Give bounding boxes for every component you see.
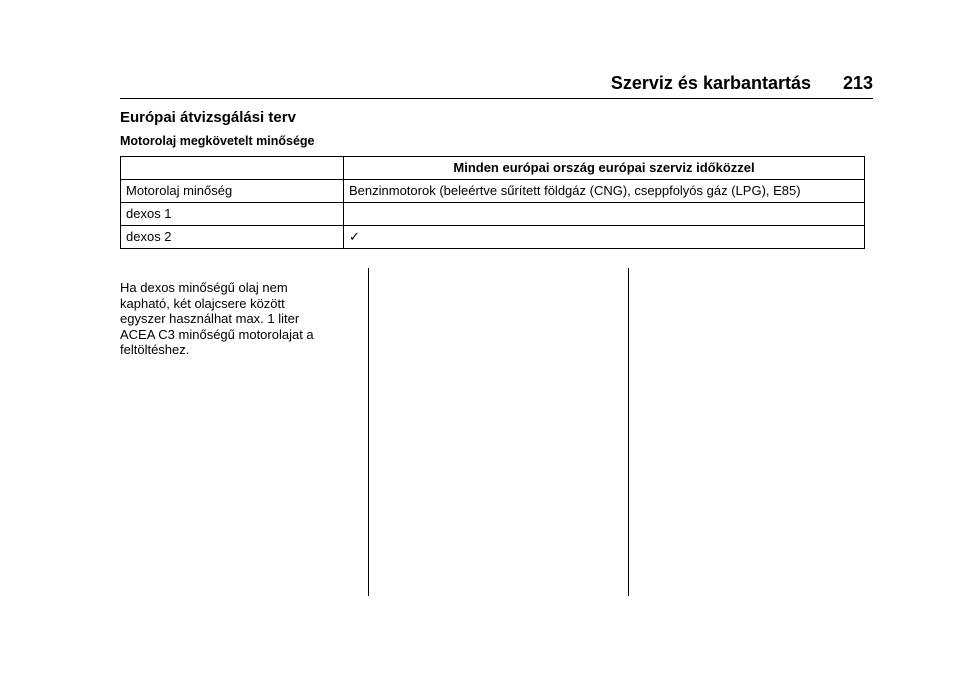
table-cell-value: Benzinmotorok (beleértve sűrített földgáz (CNG), cseppfolyós gáz (LPG), E85) xyxy=(344,180,865,203)
table-header-cell-empty xyxy=(121,157,344,180)
subsection-title: Motorolaj megkövetelt minősége xyxy=(120,134,315,148)
header-rule xyxy=(120,98,873,99)
running-header-title: Szerviz és karbantartás xyxy=(610,73,811,93)
note-line: feltöltéshez. xyxy=(120,342,190,357)
table-row xyxy=(121,203,865,226)
note-paragraph xyxy=(120,280,355,358)
table-row xyxy=(121,226,865,249)
table-header-row xyxy=(121,157,865,180)
oil-quality-table xyxy=(120,156,865,249)
note-line: kapható, két olajcsere között xyxy=(120,295,285,311)
column-divider-right xyxy=(628,268,629,596)
table-cell-label: dexos 1 xyxy=(121,203,344,226)
table-row xyxy=(121,180,865,203)
note-line: Ha dexos minőségű olaj nem xyxy=(120,280,288,295)
note-line: ACEA C3 minőségű motorolajat a xyxy=(120,326,314,342)
table-cell-label: Motorolaj minőség xyxy=(121,180,344,203)
table-cell-label: dexos 2 xyxy=(121,226,344,249)
page-header xyxy=(120,70,873,96)
checkmark-icon: ✓ xyxy=(344,226,865,249)
note-line: egyszer használhat max. 1 liter xyxy=(120,311,300,326)
section-title: Európai átvizsgálási terv xyxy=(120,109,296,126)
page-number: 213 xyxy=(842,73,873,93)
table-cell-value xyxy=(344,203,865,226)
column-divider-left xyxy=(368,268,369,596)
table-header-cell-interval: Minden európai ország európai szerviz időközzel xyxy=(344,157,865,180)
